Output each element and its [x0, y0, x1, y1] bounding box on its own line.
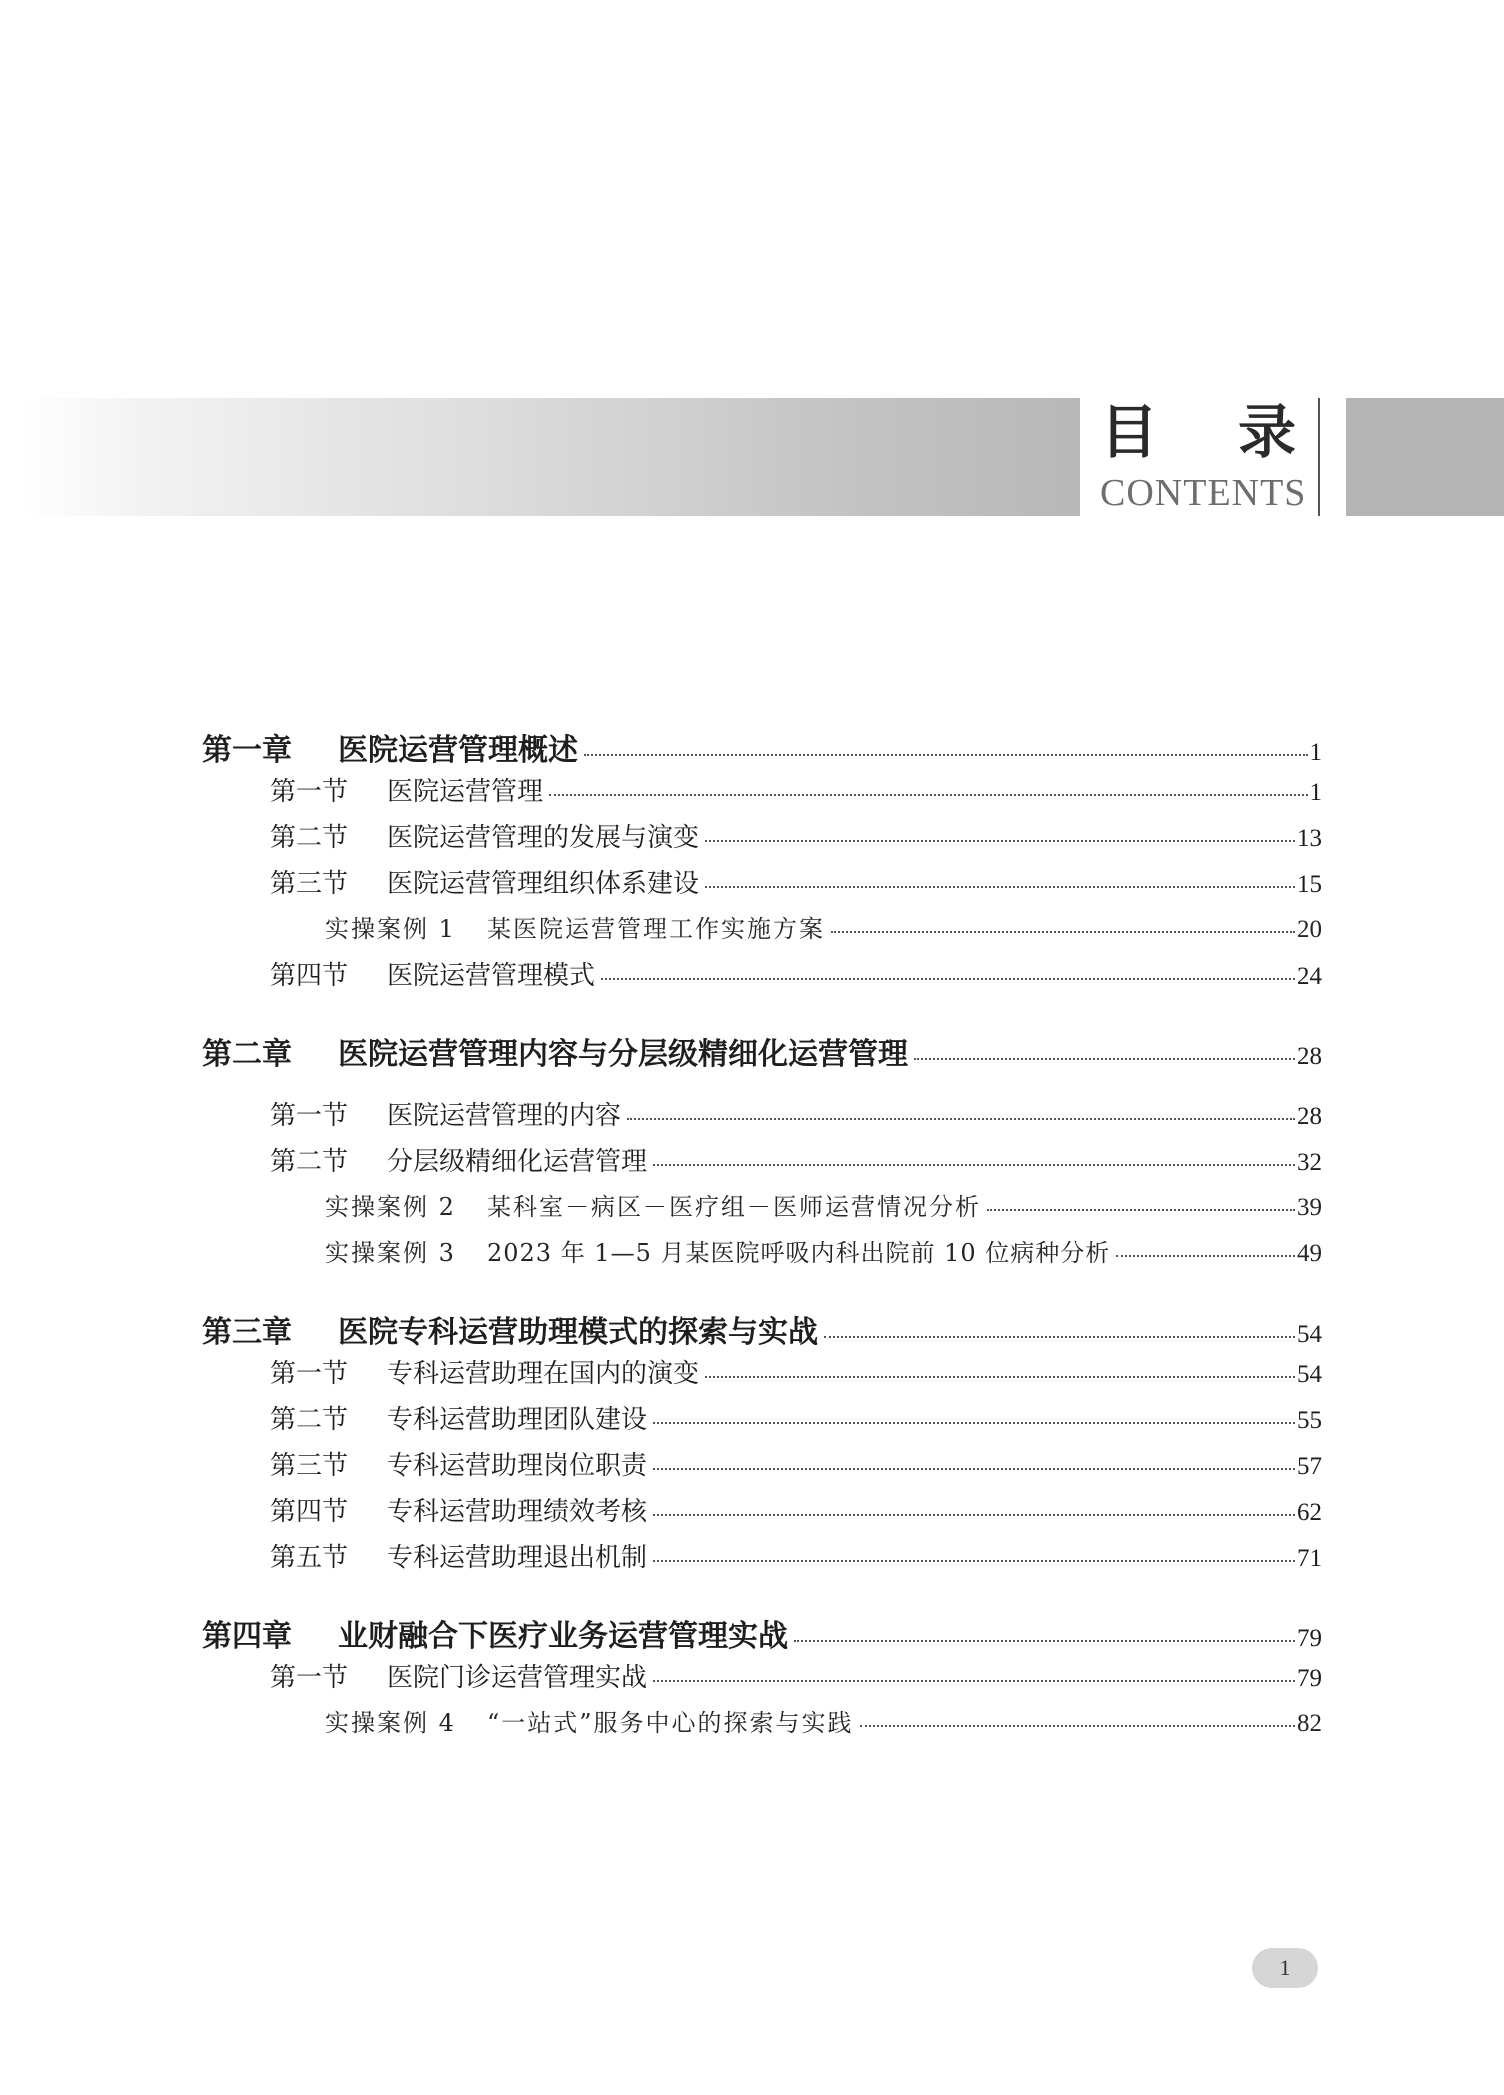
dot-leader: [653, 1680, 1295, 1682]
page-number: 55: [1297, 1407, 1322, 1434]
chapter-number: 第四章: [202, 1619, 292, 1654]
toc-chapter-1[interactable]: [202, 725, 1322, 769]
dot-leader: [914, 1058, 1295, 1060]
toc-case[interactable]: [202, 1233, 1322, 1279]
toc-section[interactable]: [202, 1491, 1322, 1537]
toc-section[interactable]: [202, 771, 1322, 817]
toc-section[interactable]: [202, 1445, 1322, 1491]
page-number: 20: [1297, 916, 1322, 943]
section-number: 第一节: [270, 1663, 349, 1693]
section-number: 第三节: [270, 869, 349, 899]
toc-section[interactable]: [202, 1657, 1322, 1703]
table-of-contents: [202, 725, 1322, 1749]
page-number: 1: [1309, 739, 1322, 766]
dot-leader: [549, 794, 1307, 796]
page-number: 54: [1297, 1361, 1322, 1388]
section-title: 医院运营管理的内容: [387, 1101, 622, 1131]
page-number: 82: [1297, 1710, 1322, 1737]
section-number: 第一节: [270, 1101, 349, 1131]
toc-case[interactable]: [202, 909, 1322, 955]
dot-leader: [584, 754, 1308, 756]
toc-section[interactable]: [202, 1141, 1322, 1187]
chapter-number: 第三章: [202, 1315, 292, 1350]
toc-chapter-2[interactable]: [202, 1029, 1322, 1073]
section-title: 医院运营管理模式: [387, 961, 596, 991]
dot-leader: [705, 1376, 1295, 1378]
dot-leader: [653, 1164, 1295, 1166]
toc-section[interactable]: [202, 1537, 1322, 1583]
case-number: 实操案例 3: [325, 1239, 456, 1267]
dot-leader: [705, 886, 1295, 888]
page-number: 32: [1297, 1149, 1322, 1176]
section-number: 第二节: [270, 1147, 349, 1177]
section-number: 第三节: [270, 1451, 349, 1481]
section-title: 医院运营管理组织体系建设: [387, 869, 700, 899]
section-title: 分层级精细化运营管理: [387, 1147, 648, 1177]
section-number: 第二节: [270, 1405, 349, 1435]
section-number: 第一节: [270, 1359, 349, 1389]
toc-chapter-3[interactable]: [202, 1307, 1322, 1351]
section-title: 专科运营助理团队建设: [387, 1405, 648, 1435]
page-number: 71: [1297, 1545, 1322, 1572]
dot-leader: [653, 1560, 1295, 1562]
case-title: “一站式”服务中心的探索与实践: [487, 1709, 854, 1737]
page-title: [1100, 398, 1296, 466]
page-title-char: 目: [1100, 398, 1159, 466]
chapter-title: 医院专科运营助理模式的探索与实战: [338, 1315, 818, 1350]
section-number: 第四节: [270, 961, 349, 991]
dot-leader: [653, 1514, 1295, 1516]
page-number: 54: [1297, 1321, 1322, 1348]
section-title: 医院门诊运营管理实战: [387, 1663, 648, 1693]
page-number: 15: [1297, 871, 1322, 898]
section-title: 专科运营助理绩效考核: [387, 1497, 648, 1527]
page-subtitle: CONTENTS: [1100, 472, 1307, 514]
toc-section[interactable]: [202, 1095, 1322, 1141]
toc-case[interactable]: [202, 1703, 1322, 1749]
page-number: 24: [1297, 963, 1322, 990]
section-number: 第二节: [270, 823, 349, 853]
toc-section[interactable]: [202, 955, 1322, 1001]
toc-section[interactable]: [202, 1353, 1322, 1399]
chapter-title: 业财融合下医疗业务运营管理实战: [338, 1619, 788, 1654]
page-number: 28: [1297, 1043, 1322, 1070]
dot-leader: [653, 1422, 1295, 1424]
dot-leader: [653, 1468, 1295, 1470]
section-title: 专科运营助理退出机制: [387, 1543, 648, 1573]
page-number: 62: [1297, 1499, 1322, 1526]
page-number: 13: [1297, 825, 1322, 852]
toc-section[interactable]: [202, 1399, 1322, 1445]
case-number: 实操案例 2: [325, 1193, 456, 1221]
chapter-title: 医院运营管理概述: [338, 733, 578, 768]
page-title-char: 录: [1237, 398, 1296, 466]
page-number: 49: [1297, 1240, 1322, 1267]
toc-section[interactable]: [202, 863, 1322, 909]
chapter-number: 第二章: [202, 1037, 292, 1072]
case-title: 某医院运营管理工作实施方案: [487, 915, 825, 943]
section-number: 第五节: [270, 1543, 349, 1573]
section-number: 第一节: [270, 777, 349, 807]
dot-leader: [794, 1640, 1295, 1642]
case-number: 实操案例 4: [325, 1709, 456, 1737]
dot-leader: [860, 1725, 1295, 1727]
case-title: 某科室－病区－医疗组－医师运营情况分析: [487, 1193, 981, 1221]
dot-leader: [824, 1336, 1295, 1338]
section-title: 医院运营管理: [387, 777, 544, 807]
dot-leader: [627, 1118, 1295, 1120]
dot-leader: [831, 931, 1295, 933]
toc-section[interactable]: [202, 817, 1322, 863]
case-title: 2023 年 1—5 月某医院呼吸内科出院前 10 位病种分析: [487, 1239, 1111, 1267]
toc-case[interactable]: [202, 1187, 1322, 1233]
page-number: 28: [1297, 1103, 1322, 1130]
dot-leader: [601, 978, 1295, 980]
header-banner-block: [1346, 398, 1504, 516]
section-title: 医院运营管理的发展与演变: [387, 823, 700, 853]
header-divider: [1318, 398, 1320, 516]
case-number: 实操案例 1: [325, 915, 456, 943]
chapter-number: 第一章: [202, 733, 292, 768]
dot-leader: [1116, 1255, 1295, 1257]
page-number: 79: [1297, 1665, 1322, 1692]
page-number: 39: [1297, 1194, 1322, 1221]
page-number: 79: [1297, 1625, 1322, 1652]
dot-leader: [705, 840, 1295, 842]
section-title: 专科运营助理在国内的演变: [387, 1359, 700, 1389]
dot-leader: [987, 1209, 1295, 1211]
page-number: 57: [1297, 1453, 1322, 1480]
section-title: 专科运营助理岗位职责: [387, 1451, 648, 1481]
page-number: 1: [1309, 779, 1322, 806]
chapter-title: 医院运营管理内容与分层级精细化运营管理: [338, 1037, 908, 1072]
header-banner-gradient: [22, 398, 1080, 516]
toc-chapter-4[interactable]: [202, 1611, 1322, 1655]
section-number: 第四节: [270, 1497, 349, 1527]
page-number-badge: 1: [1252, 1948, 1318, 1988]
